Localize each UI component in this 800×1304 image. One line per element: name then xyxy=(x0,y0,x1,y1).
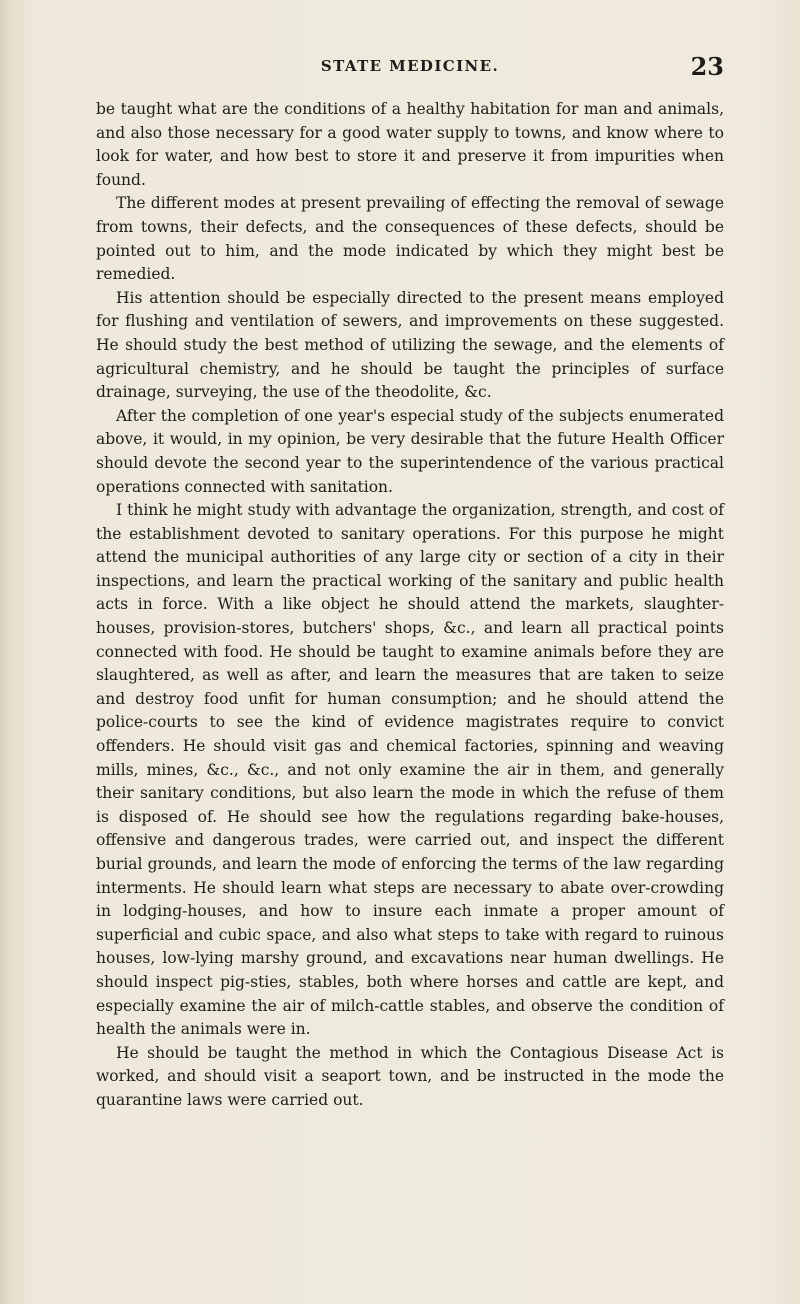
paragraph: I think he might study with advantage the organization, strength, and cost of the establishment devoted to sanitary operations. For this purpose he might attend the municipal authorities of any large city or section of a city in their inspections, and learn the practical working of the sanitary and public health acts in force. With a like object he should attend the markets, slaughter-houses, provision-stores, butchers' shops, &c., and learn all practical points connected with food. He should be taught to examine animals before they are slaughtered, as well as after, and learn the measures that are taken to seize and destroy food unfit for human consumption; and he should attend the police-courts to see the kind of evidence magistrates require to convict offenders. He should visit gas and chemical factories, spinning and weaving mills, mines, &c., &c., and not only examine the air in them, and generally their sanitary conditions, but also learn the mode in which the refuse of them is disposed of. He should see how the regulations regarding bake-houses, offensive and dangerous trades, were carried out, and inspect the different burial grounds, and learn the mode of enforcing the terms of the law regarding interments. He should learn what steps are necessary to abate over-crowding in lodging-houses, and how to insure each inmate a proper amount of superficial and cubic space, and also what steps to take with regard to ruinous houses, low-lying marshy ground, and excavations near human dwellings. He should inspect pig-sties, stables, both where horses and cattle are kept, and especially examine the air of milch-cattle stables, and observe the condition of health the animals were in. xyxy=(96,501,724,1039)
running-head: STATE MEDICINE. xyxy=(320,57,500,75)
paragraph: be taught what are the conditions of a healthy habitation for man and animals, and also those necessary for a good water supply to towns, and know where to look for water, and how best to store it and preserve it from impurities when found. xyxy=(96,100,724,189)
paragraph: After the completion of one year's especial study of the subjects enumerated above, it would, in my opinion, be very desirable that the future Health Officer should devote the second year to the superintendence of the various practical operations connected with sanitation. xyxy=(96,406,724,496)
body-text xyxy=(96,98,724,1113)
paragraph: He should be taught the method in which the Contagious Disease Act is worked, and should visit a seaport town, and be instructed in the mode the quarantine laws were carried out. xyxy=(96,1043,724,1109)
paragraph: The different modes at present prevailing of effecting the removal of sewage from towns, their defects, and the consequences of these defects, should be pointed out to him, and the mode indicated by which they might best be remedied. xyxy=(96,194,724,284)
paragraph: His attention should be especially directed to the present means employed for flushing and ventilation of sewers, and improvements on these suggested. He should study the best method of utilizing the sewage, and the elements of agricultural chemistry, and he should be taught the principles of surface drainage, surveying, the use of the theodolite, &c. xyxy=(96,288,724,402)
page-number: 23 xyxy=(690,52,724,81)
page-header xyxy=(96,52,724,82)
